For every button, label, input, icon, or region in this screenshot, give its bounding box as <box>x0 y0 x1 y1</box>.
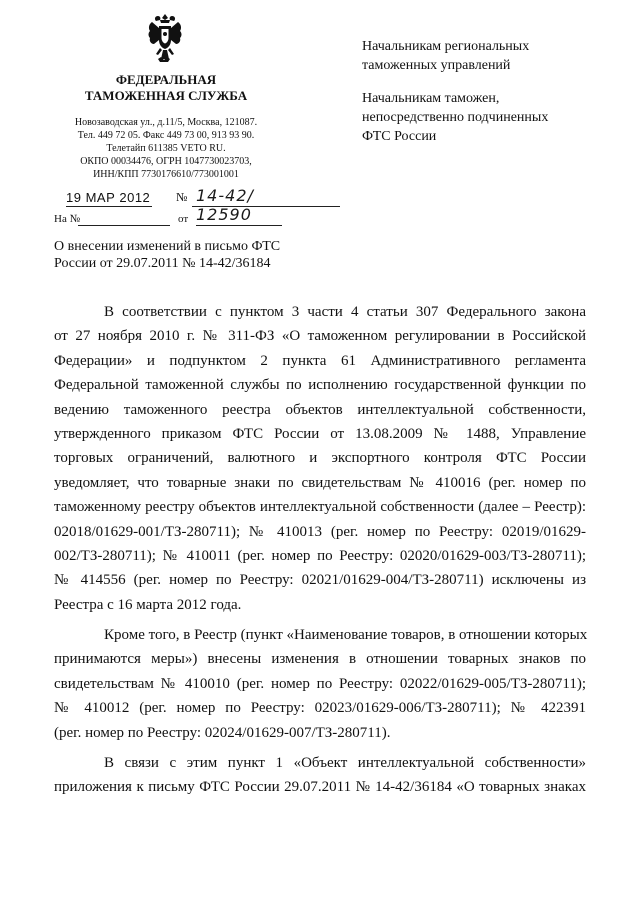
recipient-line: Начальникам региональных <box>362 39 530 54</box>
subject-line: О внесении изменений в письмо ФТС <box>54 239 281 254</box>
agency-name <box>60 72 272 104</box>
body-line: уведомляет, что товарные знаки по свидетельствам № 410016 (рег. номер по <box>54 474 586 491</box>
body-line: Федеральной таможенной службы по исполнению государственной функции по <box>54 377 586 394</box>
body-line: от 27 ноября 2010 г. № 311-ФЗ «О таможенном регулировании в Российской <box>54 328 586 345</box>
number-label: № <box>176 190 188 204</box>
agency-name-line: ТАМОЖЕННАЯ СЛУЖБА <box>84 88 248 103</box>
coat-of-arms-icon <box>146 12 184 64</box>
address-line: ОКПО 00034476, ОГРН 1047730023703, <box>80 156 252 167</box>
body-line: № 414556 (рег. номер по Реестру: 02021/01629-004/ТЗ-280711) исключены из <box>54 572 586 589</box>
body-line: свидетельствам № 410010 (рег. номер по Реестру: 02022/01629-005/ТЗ-280711); <box>54 675 586 692</box>
body-line: В соответствии с пунктом 3 части 4 статьи 307 Федерального закона <box>104 304 586 320</box>
address-line: Тел. 449 72 05. Факс 449 73 00, 913 93 90. <box>77 130 255 141</box>
address-line: Телетайп 611385 VETO RU. <box>106 143 226 154</box>
body-line: № 410012 (рег. номер по Реестру: 02023/01629-006/ТЗ-280711); № 422391 <box>54 700 586 717</box>
in-reply-blank <box>78 225 170 226</box>
letter-body <box>54 300 586 800</box>
letter-subject <box>54 238 294 272</box>
recipient-line: непосредственно подчиненных <box>362 110 549 125</box>
body-line: утвержденного приказом ФТС России от 13.08.2009 № 1488, Управление <box>54 425 586 442</box>
agency-address <box>60 116 272 181</box>
number-underline <box>192 206 340 207</box>
body-line: 02018/01629-001/ТЗ-280711); № 410013 (рег. номер по Реестру: 02019/01629- <box>54 523 586 540</box>
body-line: принимаются меры») внесены изменения в отношении товарных знаков по <box>54 651 586 668</box>
recipient-line: таможенных управлений <box>362 58 511 73</box>
body-line: ведению таможенного реестра объектов интеллектуальной собственности, <box>54 401 586 418</box>
body-paragraph-1 <box>54 300 586 617</box>
body-line: Федерации» и подпунктом 2 пункта 61 Административного регламента <box>54 352 586 369</box>
from-blank <box>196 225 282 226</box>
in-reply-label: На № <box>54 213 81 225</box>
reply-reference-line <box>54 213 284 231</box>
registration-date-stamp: 19 МАР 2012 <box>66 190 151 205</box>
subject-line: России от 29.07.2011 № 14-42/36184 <box>54 256 271 271</box>
address-line: ИНН/КПП 7730176610/773001001 <box>93 169 239 180</box>
body-line: 002/ТЗ-280711); № 410011 (рег. номер по Реестру: 02020/01629-003/ТЗ-280711); <box>54 547 586 564</box>
body-line: приложения к письму ФТС России 29.07.2011 № 14-42/36184 «О товарных знаках <box>54 779 586 796</box>
body-line: В связи с этим пункт 1 «Объект интеллектуальной собственности» <box>104 755 586 772</box>
recipient-line: Начальникам таможен, <box>362 91 500 106</box>
body-line: Реестра с 16 марта 2012 года. <box>54 596 242 613</box>
body-line: таможенному реестру объектов интеллектуальной собственности (далее – Реестр): <box>54 499 586 516</box>
body-paragraph-3 <box>54 751 586 800</box>
recipient-line: ФТС России <box>362 129 437 144</box>
date-underline <box>66 206 152 207</box>
body-paragraph-2 <box>54 623 586 745</box>
agency-name-line: ФЕДЕРАЛЬНАЯ <box>115 72 217 87</box>
body-line: торговых ограничений, валютного и экспортного контроля ФТС России <box>54 450 586 467</box>
handwritten-registration-number: 14-42/ 12590 <box>196 186 254 224</box>
body-line: Кроме того, в Реестр (пункт «Наименование товаров, в отношении которых <box>104 627 588 644</box>
body-line: (рег. номер по Реестру: 02024/01629-007/ТЗ-280711). <box>54 724 391 741</box>
recipients <box>362 37 622 146</box>
from-label: от <box>178 213 189 225</box>
address-line: Новозаводская ул., д.11/5, Москва, 121087. <box>74 117 258 128</box>
